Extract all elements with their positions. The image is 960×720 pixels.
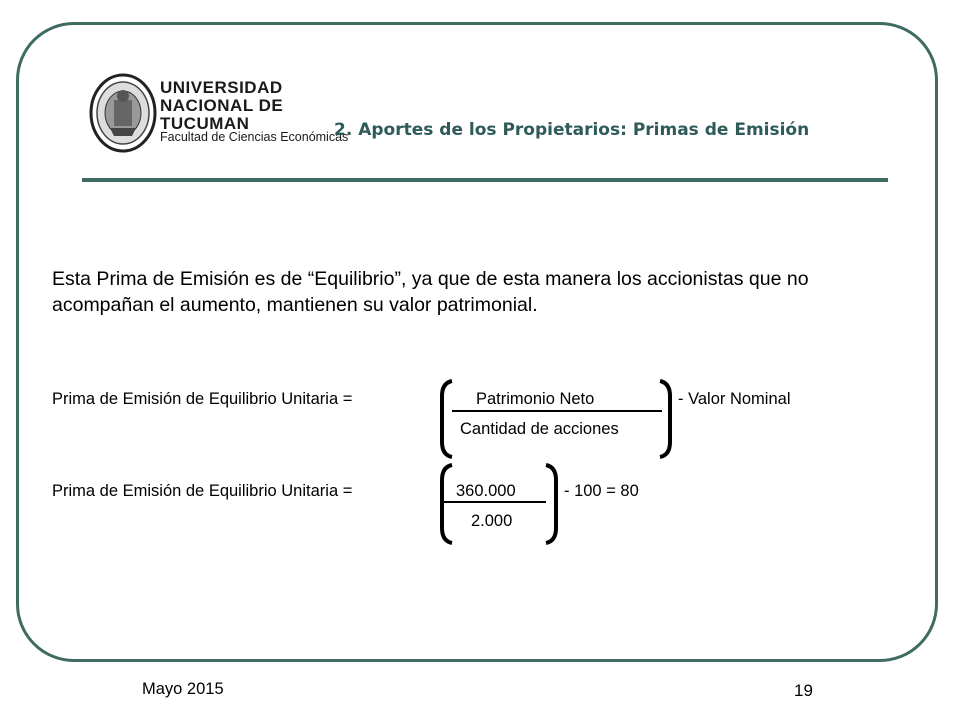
logo-line-1: UNIVERSIDAD <box>160 78 283 97</box>
formula-general-numerator: Patrimonio Neto <box>476 390 595 408</box>
right-bracket-icon <box>542 462 562 546</box>
logo-line-2: NACIONAL DE <box>160 96 284 115</box>
left-bracket-icon <box>436 378 456 460</box>
page-number: 19 <box>794 681 813 700</box>
footer-date: Mayo 2015 <box>142 680 224 698</box>
formula-numeric-lhs: Prima de Emisión de Equilibrio Unitaria = <box>52 482 353 500</box>
title-divider <box>82 178 888 182</box>
formula-numeric-rhs: - 100 = 80 <box>564 482 639 500</box>
university-seal-icon <box>88 70 158 156</box>
slide-title: 2. Aportes de los Propietarios: Primas de Emisión <box>334 120 810 140</box>
left-bracket-icon <box>436 462 456 546</box>
right-bracket-icon <box>656 378 676 460</box>
body-paragraph: Esta Prima de Emisión es de “Equilibrio”, ya que de esta manera los accionistas que no acompañan el aumento, mantienen su valor patrimonial. <box>52 268 809 316</box>
formula-general-denominator: Cantidad de acciones <box>460 420 619 438</box>
formula-general-rhs: - Valor Nominal <box>678 390 791 408</box>
formula-numeric-numerator: 360.000 <box>456 482 516 500</box>
fraction-bar <box>444 501 546 503</box>
logo-line-3: TUCUMAN <box>160 114 250 133</box>
formula-numeric-denominator: 2.000 <box>471 512 513 530</box>
fraction-bar <box>452 410 662 412</box>
formula-general-lhs: Prima de Emisión de Equilibrio Unitaria = <box>52 390 353 408</box>
logo-subtitle: Facultad de Ciencias Económicas <box>160 130 349 144</box>
